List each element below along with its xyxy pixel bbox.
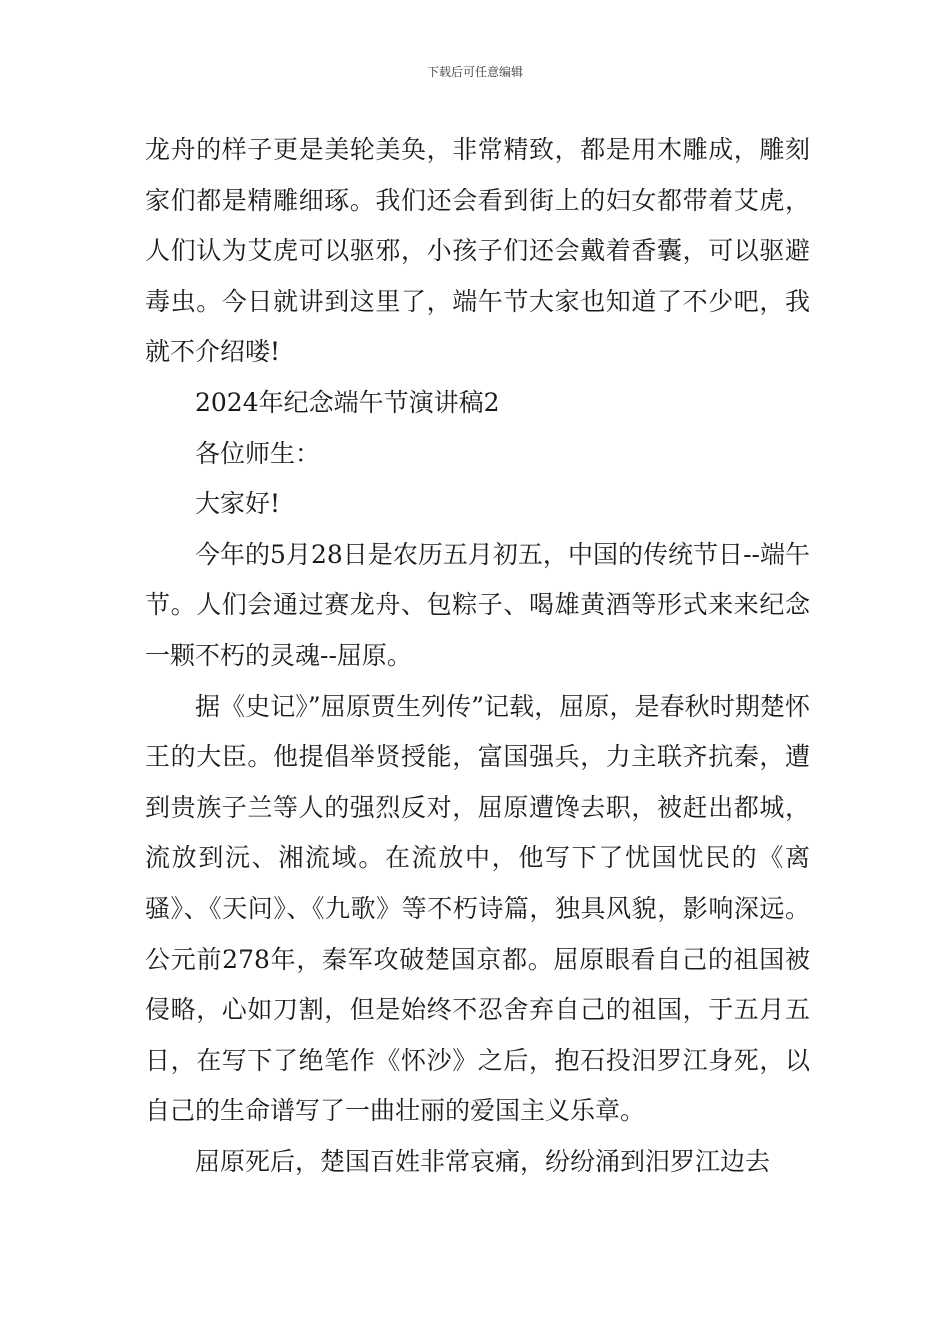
- paragraph-after-death: 屈原死后，楚国百姓非常哀痛，纷纷涌到汨罗江边去: [195, 1146, 771, 1176]
- paragraph-qu-yuan-history: 据《史记》”屈原贾生列传”记载，屈原，是春秋时期楚怀王的大臣。他提倡举贤授能，富国强兵，力主联齐抗秦，遭到贵族子兰等人的强烈反对，屈原遭馋去职，被赶出都城，流放到沅、湘流域。在流放中，他写下了忧国忧民的《离骚》、《天问》、《九歌》等不朽诗篇，独具风貌，影响深远。公元前278年，秦军攻破楚国京都。屈原眼看自己的祖国被侵略，心如刀割，但是始终不忍舍弃自己的祖国，于五月五日，在写下了绝笔作《怀沙》之后，抱石投汨罗江身死，以自己的生命谱写了一曲壮丽的爱国主义乐章。: [145, 691, 810, 1126]
- paragraph-festival-intro: 今年的5月28日是农历五月初五，中国的传统节日--端午节。人们会通过赛龙舟、包粽子、喝雄黄酒等形式来来纪念一颗不朽的灵魂--屈原。: [145, 539, 810, 670]
- page-header: 下载后可任意编辑: [426, 65, 523, 79]
- speech-title: 2024年纪念端午节演讲稿2: [195, 387, 500, 417]
- greeting: 大家好!: [195, 489, 281, 519]
- document-body: [145, 125, 810, 1187]
- paragraph-dragon-boat: 龙舟的样子更是美轮美奂，非常精致，都是用木雕成，雕刻家们都是精雕细琢。我们还会看到街上的妇女都带着艾虎，人们认为艾虎可以驱邪，小孩子们还会戴着香囊，可以驱避毒虫。今日就讲到这里了，端午节大家也知道了不少吧，我就不介绍喽!: [145, 135, 810, 367]
- salutation: 各位师生：: [195, 438, 321, 468]
